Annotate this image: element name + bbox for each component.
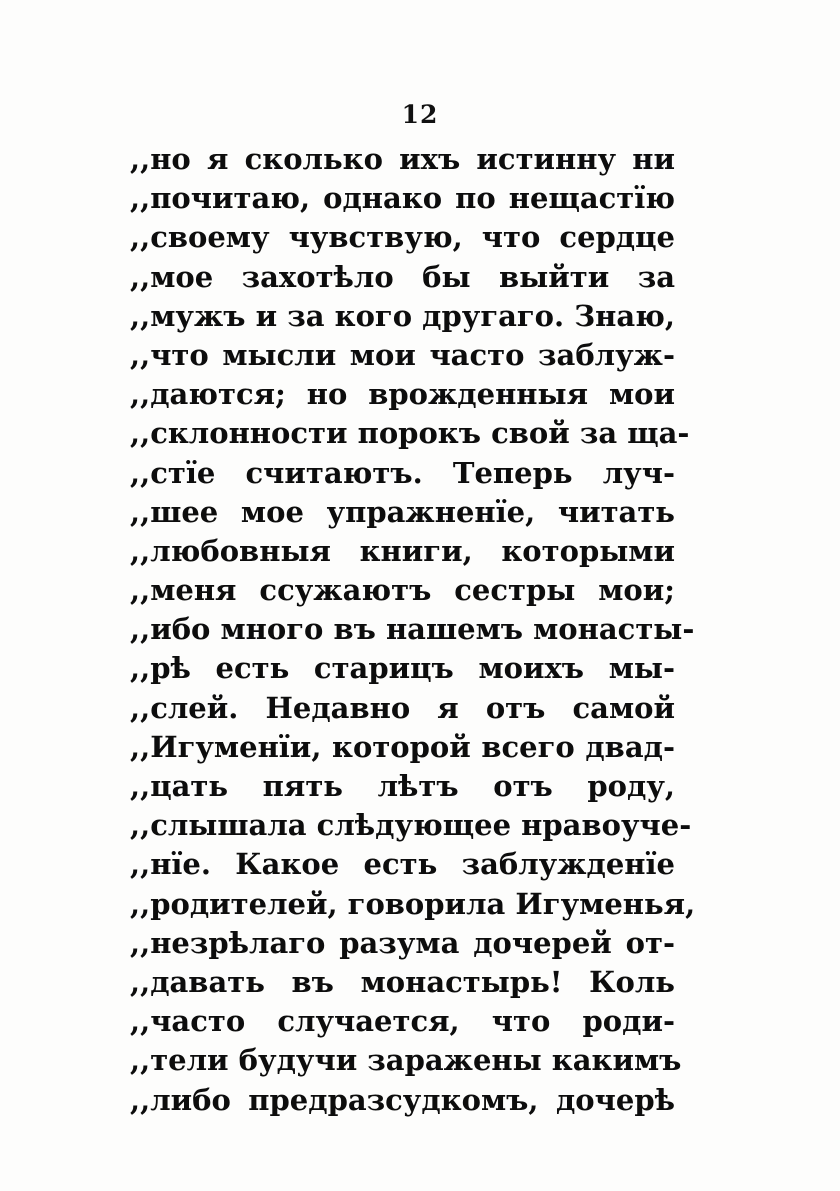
text-line: ,,шее мое упражненїе, читать — [130, 494, 675, 529]
text-line: ,,слышала слѣдующее нравоуче- — [130, 808, 692, 843]
text-line: ,,мое захотѣло бы выйти за — [130, 259, 675, 294]
body-text — [130, 140, 696, 1120]
text-line: ,,мужъ и за кого другаго. Знаю, — [130, 298, 675, 333]
text-line: ,,Игуменїи, которой всего двад- — [130, 729, 675, 764]
text-line: ,,почитаю, однако по нещастїю — [130, 181, 675, 216]
text-line: ,,рѣ есть старицъ моихъ мы- — [130, 651, 675, 686]
text-line: ,,цать пять лѣтъ отъ роду, — [130, 769, 675, 803]
text-line: ,,либо предразсудкомъ, дочерѣ — [130, 1082, 675, 1117]
text-line: ,,склонности порокъ свой за ща- — [130, 416, 690, 451]
text-line: ,,ибо много въ нашемъ монасты- — [130, 612, 695, 647]
text-line: ,,меня ссужаютъ сестры мои; — [130, 573, 675, 608]
page-number: 12 — [401, 100, 439, 129]
text-line: ,,давать въ монастырь! Коль — [130, 964, 675, 999]
text-line: ,,но я сколько ихъ истинну ни — [130, 142, 675, 176]
text-line: ,,стїе считаютъ. Теперь луч- — [130, 455, 675, 490]
text-line: ,,своему чувствую, что сердце — [130, 220, 675, 255]
text-line: ,,незрѣлаго разума дочерей от- — [130, 925, 675, 960]
text-line: ,,часто случается, что роди- — [130, 1004, 675, 1039]
text-line: ,,даются; но врожденныя мои — [130, 377, 675, 412]
text-line: ,,любовныя книги, которыми — [130, 533, 675, 568]
text-line: ,,родителей, говорила Игуменья, — [130, 886, 696, 921]
text-line: ,,тели будучи заражены какимъ — [130, 1043, 682, 1078]
text-line: ,,слей. Недавно я отъ самой — [130, 690, 675, 725]
text-line: ,,нїе. Какое есть заблужденїе — [130, 847, 675, 882]
text-line: ,,что мысли мои часто заблуж- — [130, 337, 675, 372]
